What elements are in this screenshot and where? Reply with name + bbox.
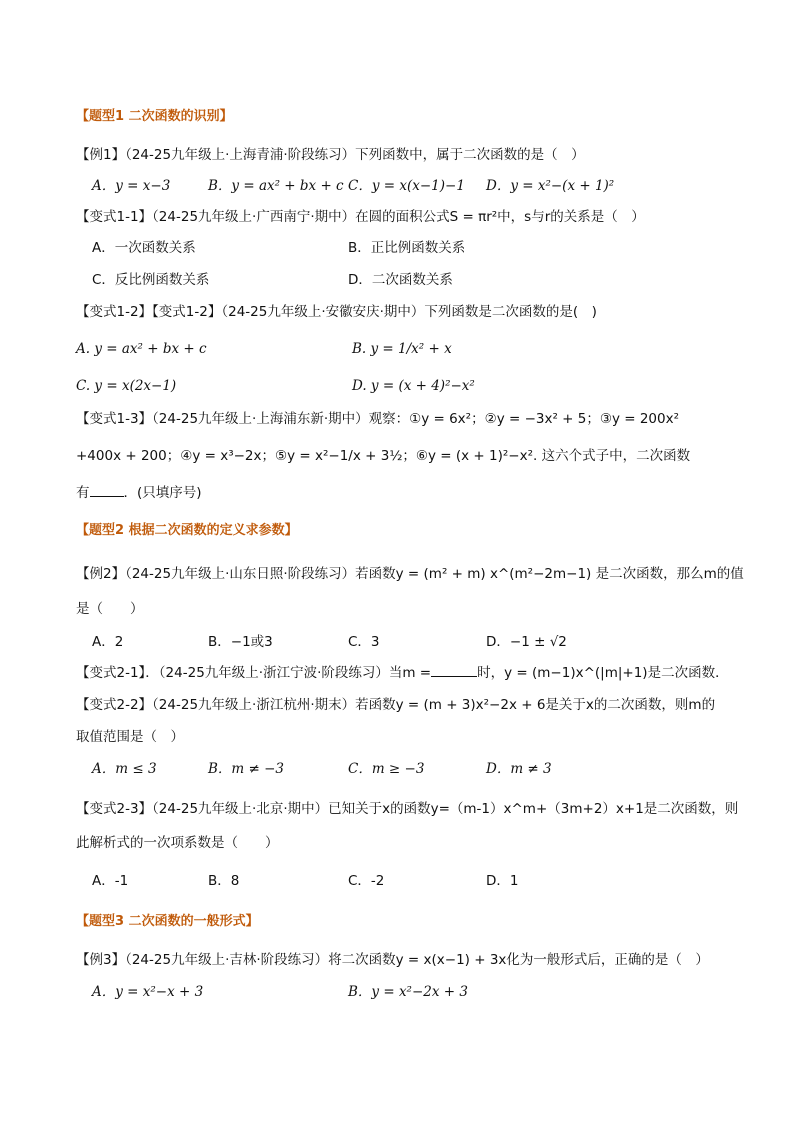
answer-prefix: 有 [76,485,90,501]
question-variant-2-2-line2: 取值范围是（ ） [76,729,184,745]
question-variant-1-3-line2: +400x + 200；④y = x³−2x；⑤y = x²−1/x + 3½；⑥y = (x + 1)²−x². 这六个式子中，二次函数 [76,448,691,464]
option-b: B．y = ax² + bx + c [208,178,344,194]
section-header-1: 【题型1 二次函数的识别】 [76,109,233,124]
section-header-2: 【题型2 根据二次函数的定义求参数】 [76,523,298,538]
option-c: C．-2 [348,873,385,889]
question-suffix: 时，y = (m−1)x^(|m|+1)是二次函数． [477,665,729,681]
option-b: B. y = 1/x² + x [352,341,452,357]
option-c: C．y = x(x−1)−1 [348,178,465,194]
option-c: C．m ≥ −3 [348,761,425,777]
question-variant-1-3-line1: 【变式1-3】（24-25九年级上·上海浦东新·期中）观察：①y = 6x²；②y = −3x² + 5；③y = 200x² [76,411,680,427]
question-variant-2-3-line2: 此解析式的一次项系数是（ ） [76,835,279,851]
option-b: B．m ≠ −3 [208,761,285,777]
option-d: D. y = (x + 4)²−x² [352,378,475,394]
option-a: A．m ≤ 3 [92,761,157,777]
answer-blank[interactable] [431,664,477,677]
option-d: D．−1 ± √2 [486,634,567,650]
option-a: A．一次函数关系 [92,240,196,256]
option-b: B．−1或3 [208,634,273,650]
question-variant-2-3-line1: 【变式2-3】（24-25九年级上·北京·期中）已知关于x的函数y=（m-1）x^m+（3m+2）x+1是二次函数，则 [76,801,739,817]
answer-blank[interactable] [90,484,124,497]
option-a: A．y = x−3 [92,178,171,194]
question-example-2-line1: 【例2】（24-25九年级上·山东日照·阶段练习）若函数y = (m² + m) x^(m²−2m−1) 是二次函数，那么m的值 [76,566,744,582]
option-b: B．正比例函数关系 [348,240,466,256]
option-d: D．1 [486,873,519,889]
section-header-3: 【题型3 二次函数的一般形式】 [76,914,259,929]
option-d: D．二次函数关系 [348,272,453,288]
option-b: B．y = x²−2x + 3 [348,984,468,1000]
question-variant-2-2-line1: 【变式2-2】（24-25九年级上·浙江杭州·期末）若函数y = (m + 3)x²−2x + 6是关于x的二次函数，则m的 [76,697,716,713]
question-variant-1-3-line3 [76,484,202,502]
question-variant-1-2: 【变式1-2】【变式1-2】（24-25九年级上·安徽安庆·期中）下列函数是二次函数的是( ) [76,304,597,320]
answer-suffix: ．(只填序号) [123,485,202,501]
option-a: A．y = x²−x + 3 [92,984,204,1000]
question-variant-1-1: 【变式1-1】（24-25九年级上·广西南宁·期中）在圆的面积公式S = πr²中，s与r的关系是（ ） [76,209,645,225]
option-c: C. y = x(2x−1) [76,378,177,394]
option-a: A．2 [92,634,124,650]
option-a: A. y = ax² + bx + c [76,341,207,357]
question-prefix: 【变式2-1】．（24-25九年级上·浙江宁波·阶段练习）当m = [76,665,432,681]
option-c: C．3 [348,634,380,650]
option-d: D．m ≠ 3 [486,761,552,777]
option-b: B．8 [208,873,240,889]
question-example-1: 【例1】（24-25九年级上·上海青浦·阶段练习）下列函数中，属于二次函数的是（ ） [76,147,585,163]
question-variant-2-1 [76,664,729,682]
option-d: D．y = x²−(x + 1)² [486,178,615,194]
option-c: C．反比例函数关系 [92,272,210,288]
question-example-3: 【例3】（24-25九年级上·吉林·阶段练习）将二次函数y = x(x−1) + 3x化为一般形式后，正确的是（ ） [76,952,709,968]
question-example-2-line2: 是（ ） [76,601,144,617]
option-a: A．-1 [92,873,129,889]
